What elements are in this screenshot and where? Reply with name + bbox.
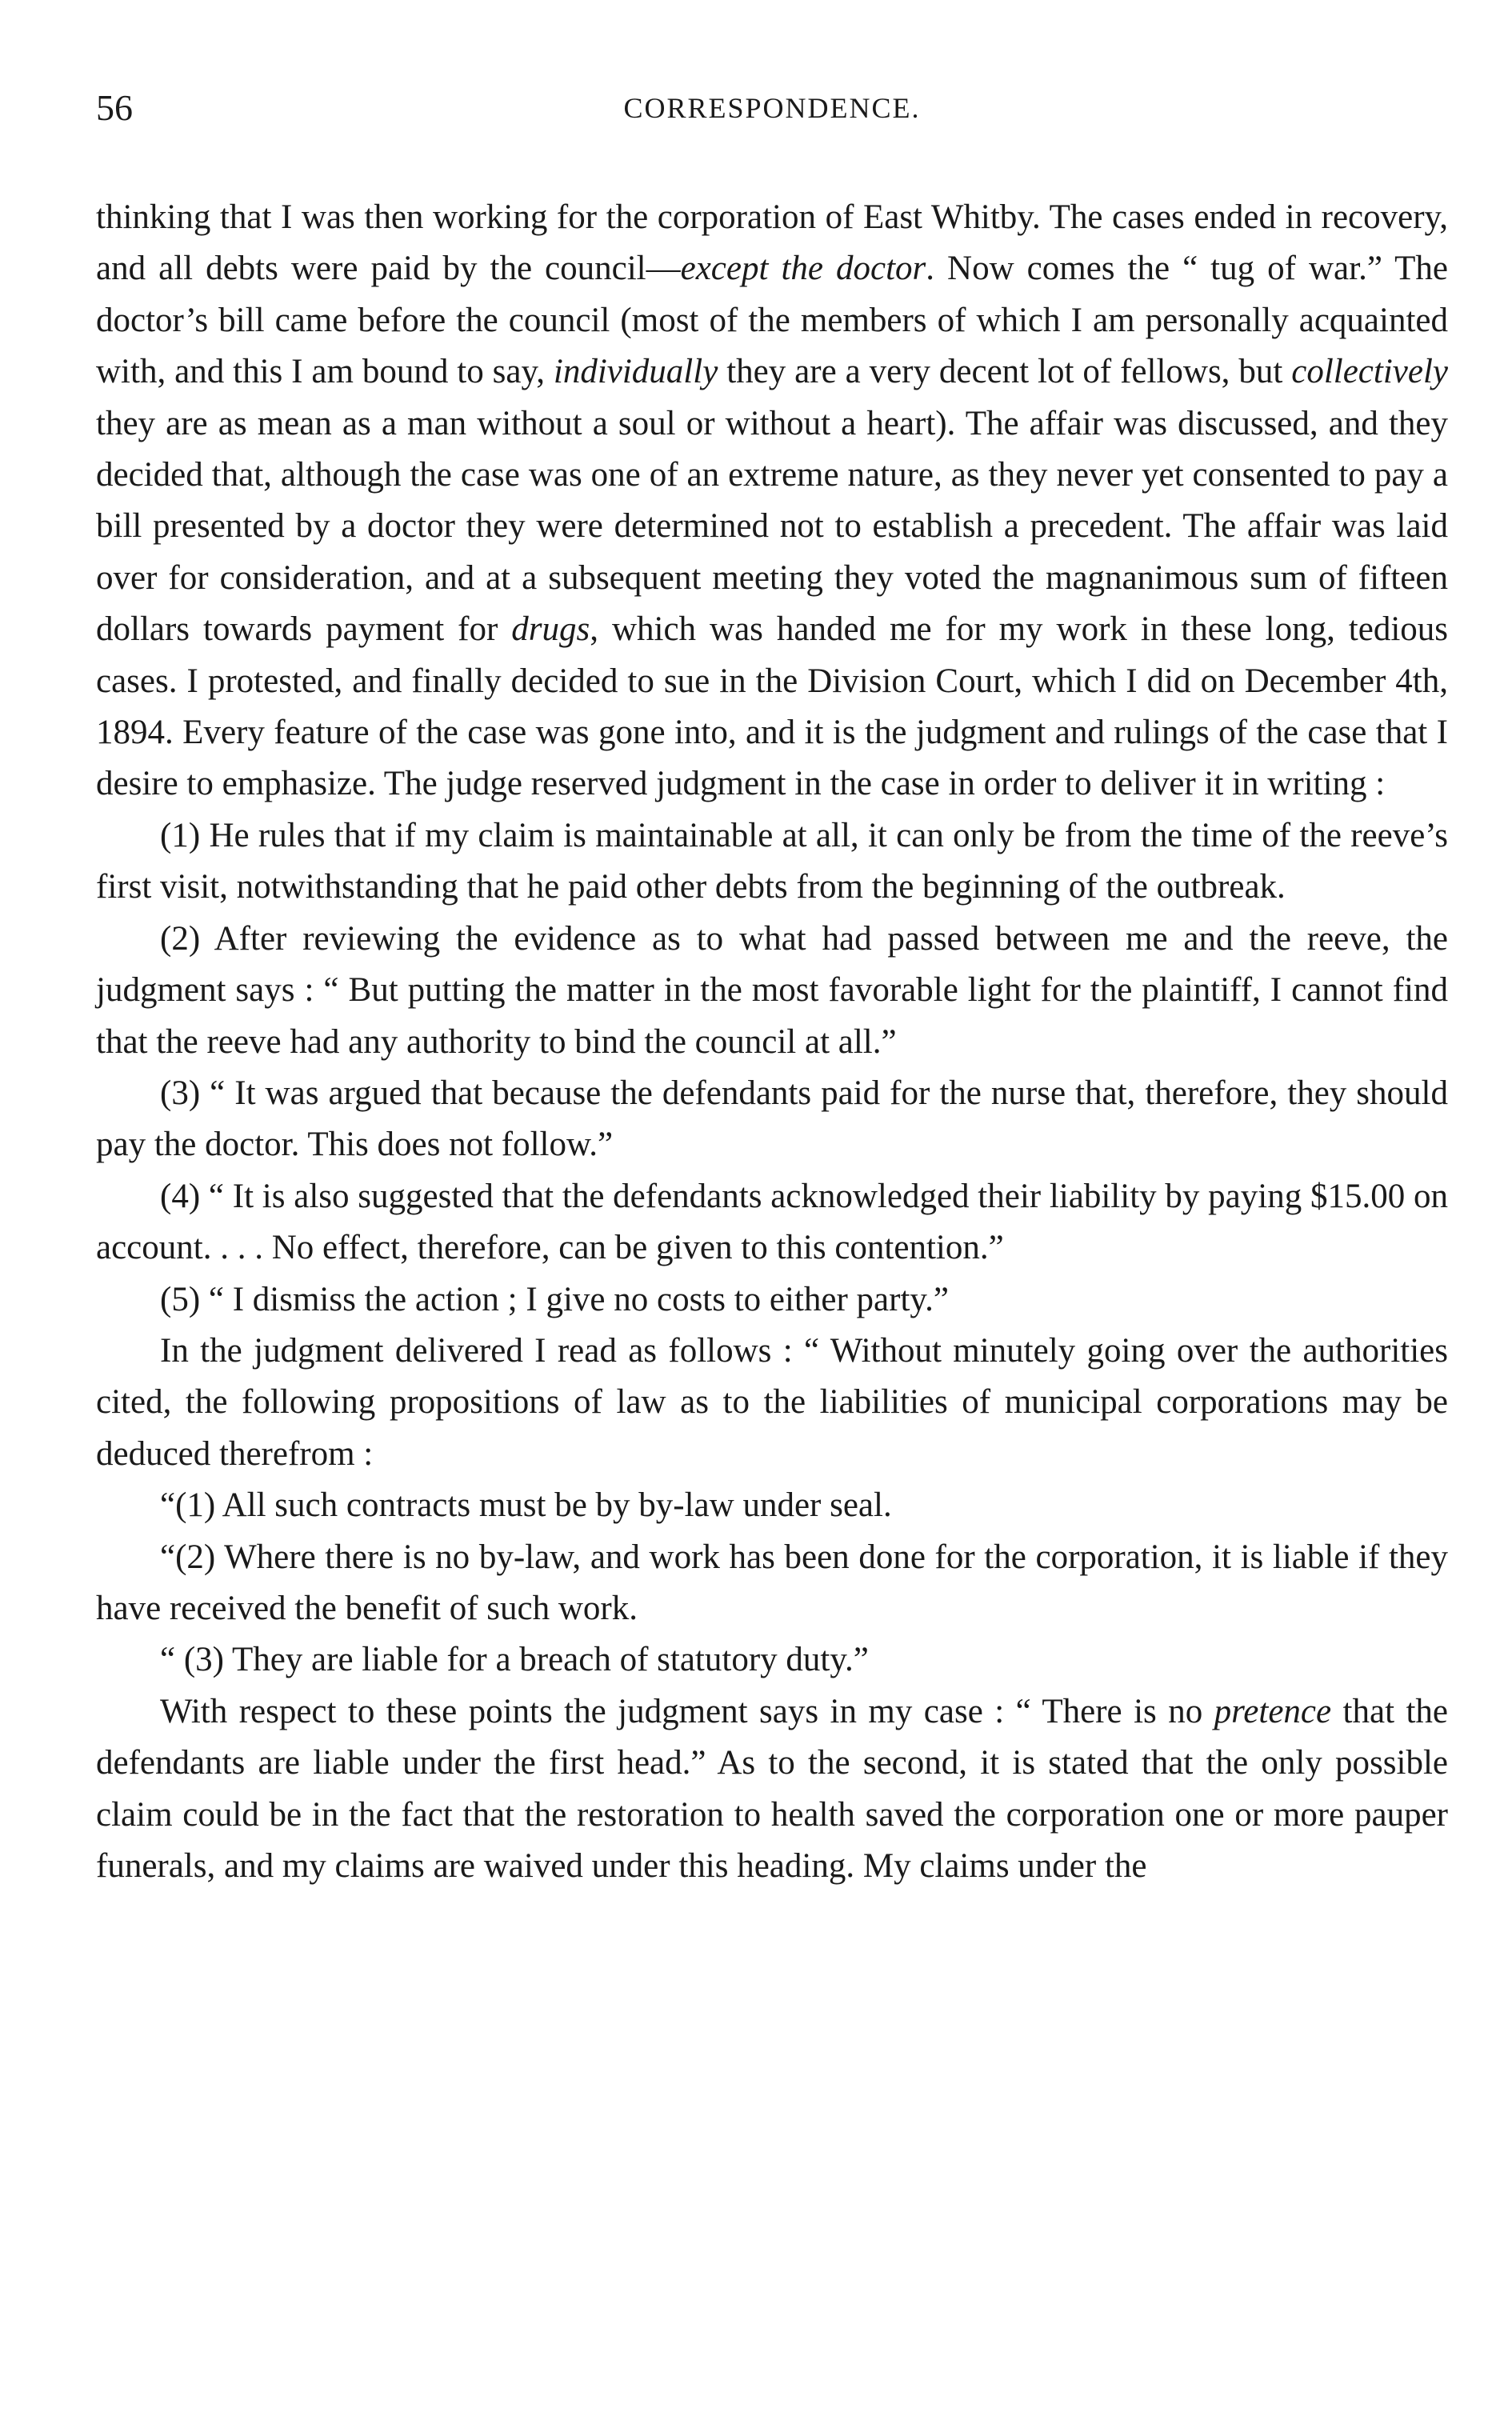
text-run: they are a very decent lot of fellows, but [718, 353, 1292, 391]
page [96, 80, 1448, 1892]
paragraph [96, 1326, 1448, 1480]
italic-run: collectively [1291, 353, 1448, 391]
text-run: “ (3) They are liable for a breach of statutory duty.” [160, 1641, 869, 1679]
text-run: With respect to these points the judgment says in my case : “ There is no [160, 1692, 1214, 1730]
text-run: that the defendants are liable under the first head.” As to the second, it is stated that the only possible claim could be in the fact that the restoration to health saved the corporation one or more pauper funerals, and my claims are waived under this heading. My claims under the [96, 1692, 1448, 1885]
text-run: (1) He rules that if my claim is maintainable at all, it can only be from the time of the reeve’s first visit, notwithstanding that he paid other debts from the beginning of the outbreak. [96, 816, 1448, 906]
italic-run: drugs [511, 610, 590, 649]
paragraph [96, 1068, 1448, 1171]
text-run: thinking that I was then working for the corporation of East Whitby. The cases ended in recovery, and all debts were paid by the council— [96, 198, 1448, 288]
paragraph [96, 1480, 1448, 1531]
text-run: (4) “ It is also suggested that the defendants acknowledged their liability by paying $15.00 on account. . . . No effect, therefore, can be given to this contention.” [96, 1177, 1448, 1267]
paragraph [96, 1532, 1448, 1635]
paragraph [96, 1686, 1448, 1893]
text-run: (2) After reviewing the evidence as to what had passed between me and the reeve, the judgment says : “ But putting the matter in the most favorable light for the plaintiff, I cannot find that the reeve had any authority to bind the council at all.” [96, 919, 1448, 1061]
text-run: In the judgment delivered I read as follows : “ Without minutely going over the authorities cited, the following propositions of law as to the liabilities of municipal corporations may be deduced therefrom : [96, 1331, 1448, 1473]
paragraph [96, 192, 1448, 810]
text-run: “(2) Where there is no by-law, and work has been done for the corporation, it is liable if they have received the benefit of such work. [96, 1538, 1448, 1627]
paragraph [96, 1274, 1448, 1326]
page-number: 56 [96, 87, 133, 128]
text-run: (3) “ It was argued that because the defendants paid for the nurse that, therefore, they should pay the doctor. This does not follow.” [96, 1074, 1448, 1164]
text-run: “(1) All such contracts must be by by-law under seal. [160, 1486, 892, 1525]
text-run: , which was handed me for my work in these long, tedious cases. I protested, and finally decided to sue in the Division Court, which I did on December 4th, 1894. Every feature of the case was gone into, and it is the judgment and rulings of the case that I desire to emphasize. The judge reserved judgment in the case in order to deliver it in writing : [96, 610, 1449, 803]
paragraph [96, 914, 1448, 1068]
body-text [96, 192, 1448, 1892]
running-title: CORRESPONDENCE. [623, 92, 921, 124]
italic-run: individually [553, 353, 718, 391]
text-run: (5) “ I dismiss the action ; I give no costs to either party.” [160, 1280, 949, 1318]
text-run: they are as mean as a man without a soul or without a heart). The affair was discussed, and they decided that, although the case was one of an extreme nature, as they never yet consented to pay a bill presented by a doctor they were determined not to establish a precedent. The affair was laid over for consideration, and at a subsequent meeting they voted the magnanimous sum of fifteen dollars towards payment for [96, 404, 1448, 649]
paragraph [96, 1634, 1448, 1686]
italic-run: pretence [1214, 1692, 1332, 1730]
running-head [96, 80, 1448, 136]
text-run: . Now comes the “ tug of war.” The doctor’s bill came before the council (most of the members of which I am personally acquainted with, and this I am bound to say, [96, 250, 1448, 391]
paragraph [96, 810, 1448, 914]
paragraph [96, 1171, 1448, 1274]
italic-run: except the doctor [680, 250, 926, 288]
